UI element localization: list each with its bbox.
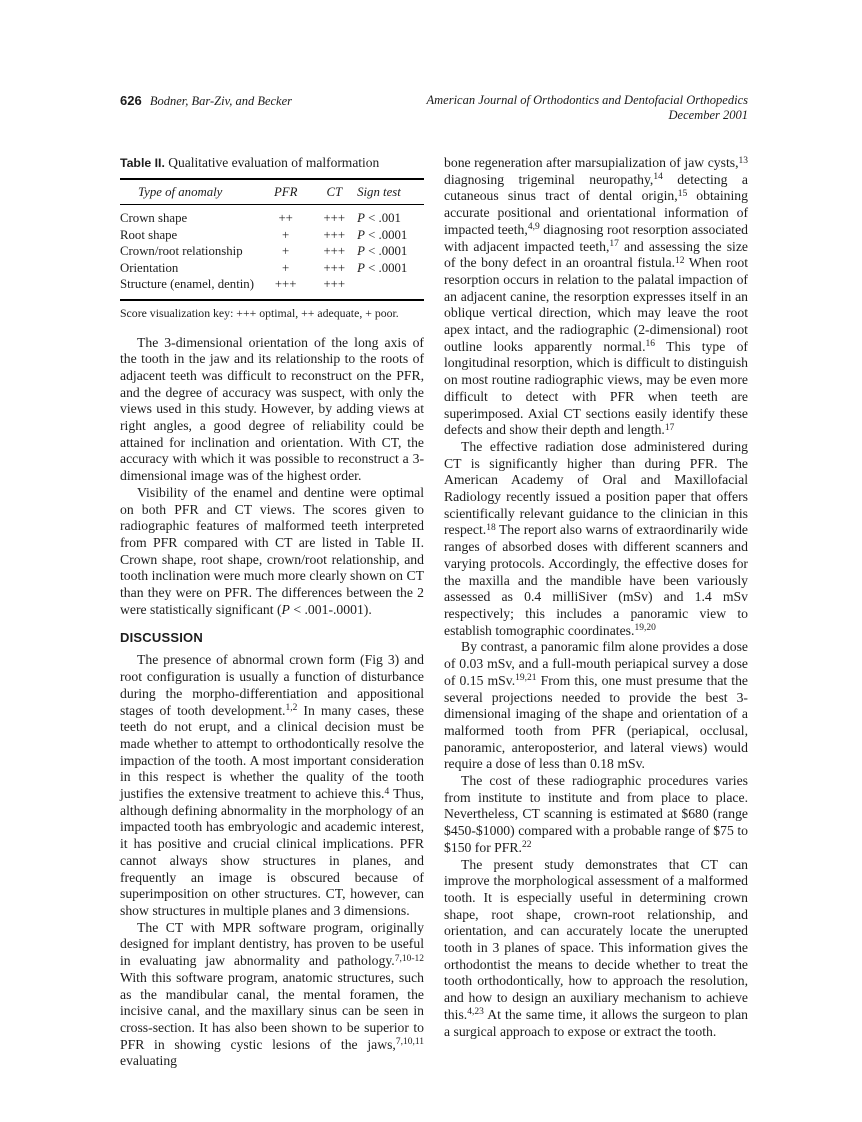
left-column: [120, 155, 424, 1070]
left-column-text: [120, 335, 424, 1071]
table-cell: ++: [278, 211, 293, 225]
table-cell: Crown shape: [120, 211, 188, 225]
table-cell: +++: [274, 277, 297, 291]
section-heading: DISCUSSION: [120, 630, 203, 646]
table-row: [120, 260, 424, 277]
table-body: [120, 205, 424, 300]
paragraph: The 3-dimensional orientation of the long axis of the tooth in the jaw and its relationship to the roots of adjacent teeth was difficult to reconstruct on the PFR, and the degree of accuracy was suspect, with only the views used in this study. However, by adding views at right angles, a good degree of reliability could be attained for inclination and orientation. With CT, the accuracy with which it was possible to reconstruct a 3-dimensional image was of the highest order.: [120, 334, 424, 484]
table-cell: P < .0001: [357, 244, 408, 258]
table-label: Table II.: [120, 156, 165, 170]
table-cell: +++: [323, 211, 346, 225]
page-number: 626: [120, 93, 142, 108]
table-cell: +: [282, 260, 290, 275]
running-head-left: [120, 93, 292, 109]
table-caption: [120, 155, 424, 171]
paragraph: bone regeneration after marsupialization of jaw cysts,$^{13}$ diagnosing trigeminal neuropathy,$^{14}$ detecting a cutaneous sinus tract of dental origin,$^{15}$ obtaining accurate positional and orientational information of impacted teeth,$^{4,9}$ diagnosing root resorption associated with adjacent impacted teeth,$^{17}$ and assessing the size of the bony defect in an oroantral fistula.$^{12}$ When root resorption occurs in relation to the palatal impaction of an adjacent canine, the resorption expresses itself in an oblique vertical direction, which may leave the root apex intact, and the radiographic (2-dimensional) root outline looks apparently normal.$^{16}$ This type of longitudinal resorption, which is difficult to distinguish on most routine radiographic views, may be even more difficult to detect with PFR when teeth are superimposed. Axial CT sections easily identify these defects and show their depth and length.$^{17}$: [444, 155, 749, 438]
running-authors: Bodner, Bar-Ziv, and Becker: [149, 94, 293, 108]
qualitative-evaluation-table: [120, 178, 424, 301]
table-footnote: Score visualization key: +++ optimal, ++ adequate, + poor.: [120, 305, 399, 320]
paragraph: The presence of abnormal crown form (Fig 3) and root configuration is usually a function of disturbance during the morpho-differentiation and appositional stages of tooth development.$^{1,2}$ In many cases, these teeth do not erupt, and a clinical decision must be made whether to attempt to orthodontically resolve the impaction of the tooth. A most important consideration in this respect is whether the quality of the tooth justifies the extensive treatment to achieve this.$^4$ Thus, although defining abnormality in the morphology of an impacted tooth has embryologic and academic interest, it has positive and crucial clinical implications. PFR cannot always show structures in planes, and frequently an image is obscured because of superimposition on other structures. CT, however, can show structures in multiple planes and 3 dimensions.: [120, 652, 424, 918]
page-header: [120, 93, 748, 123]
table-cell: Root shape: [120, 227, 178, 242]
table-cell: +++: [323, 244, 346, 258]
table-cell: P < .0001: [357, 260, 408, 275]
table-cell: Crown/root relationship: [120, 244, 243, 258]
issue-date: December 2001: [668, 108, 748, 122]
col-header-pfr: PFR: [260, 179, 312, 205]
col-header-sign-test: Sign test: [357, 179, 424, 205]
paragraph: The CT with MPR software program, originally designed for implant dentistry, has proven to be useful in evaluating jaw abnormality and pathology.$^{7,10-12}$ With this software program, anatomic structures, such as the mandibular canal, the mental foramen, the incisive canal, and the maxillary sinus can be seen in cross-section. It has also been shown to be superior to PFR in showing cystic lesions of the jaws,$^{7,10,11}$ evaluating: [120, 919, 424, 1069]
table-cell: [357, 276, 424, 300]
table-header-row: [120, 179, 424, 205]
table-cell: +++: [323, 227, 346, 242]
table-cell: +: [282, 244, 290, 258]
col-header-ct: CT: [312, 179, 358, 205]
table-row: [120, 243, 424, 260]
paragraph: Visibility of the enamel and dentine were optimal on both PFR and CT views. The scores given to radiographic features of malformed teeth interpreted from PFR compared with CT are listed in Table II. Crown shape, root shape, crown/root relationship, and tooth inclination were much more clearly shown on CT than they were on PFR. The differences between the 2 were statistically significant (P < .001-.0001).: [120, 484, 424, 617]
two-column-body: [120, 155, 748, 1070]
right-column-text: [444, 155, 748, 1040]
table-row: [120, 205, 424, 227]
paragraph: The cost of these radiographic procedures varies from institute to institute and from place to place. Nevertheless, CT scanning is estimated at $680 (range $450-$1000) compared with a probable range of $75 to $150 for PFR.$^{22}$: [444, 773, 748, 855]
table-cell: +: [282, 227, 290, 242]
journal-name: American Journal of Orthodontics and Dentofacial Orthopedics: [426, 93, 748, 107]
table-cell: +++: [323, 277, 346, 291]
table-cell: Structure (enamel, dentin): [120, 277, 254, 291]
running-head-right: [427, 93, 749, 123]
table-cell: P < .001: [357, 211, 401, 225]
paragraph: The present study demonstrates that CT can improve the morphological assessment of a malformed tooth. It is especially useful in determining crown shape, root shape, crown-root relationship, and orientation, and can accurately locate the unerupted tooth in 3 planes of space. This information gives the orthodontist the means to decide whether to treat the tooth orthodontically, how to approach the resolution, and how to design an auxiliary mechanism to achieve this.$^{4,23}$ At the same time, it allows the surgeon to plan a surgical approach to expose or extract the tooth.: [444, 856, 748, 1039]
table-row: [120, 276, 424, 300]
table-2-block: [120, 155, 424, 320]
table-cell: +++: [323, 260, 346, 275]
paragraph: The effective radiation dose administered during CT is significantly higher than during PFR. The American Academy of Oral and Maxillofacial Radiology recently issued a position paper that offers scientifically relevant guidance to the clinician in this respect.$^{18}$ The report also warns of extraordinarily wide ranges of absorbed doses with different scanners and varying protocols. Accordingly, the effective doses for the maxilla and the mandible have been variously assessed as 0.4 milliSiver (mSv) and 1.4 mSv respectively; this includes a panoramic view to establish tomographic coordinates.$^{19,20}$: [444, 438, 748, 638]
table-cell: Orientation: [120, 260, 179, 275]
paragraph: By contrast, a panoramic film alone provides a dose of 0.03 mSv, and a full-mouth periapical survey a dose of 0.15 mSv.$^{19,21}$ From this, one must presume that the several projections needed to provide the best 3-dimensional imaging of the shape and orientation of a malformed tooth from PFR (periapical, occlusal, panoramic, anteroposterior, and lateral views) would require a dose of less than 0.18 mSv.: [444, 639, 748, 772]
table-cell: P < .0001: [357, 227, 408, 242]
table-row: [120, 227, 424, 244]
right-column: [444, 155, 748, 1070]
col-header-type-of-anomaly: Type of anomaly: [120, 179, 260, 205]
table-caption-text: Qualitative evaluation of malformation: [168, 155, 380, 170]
